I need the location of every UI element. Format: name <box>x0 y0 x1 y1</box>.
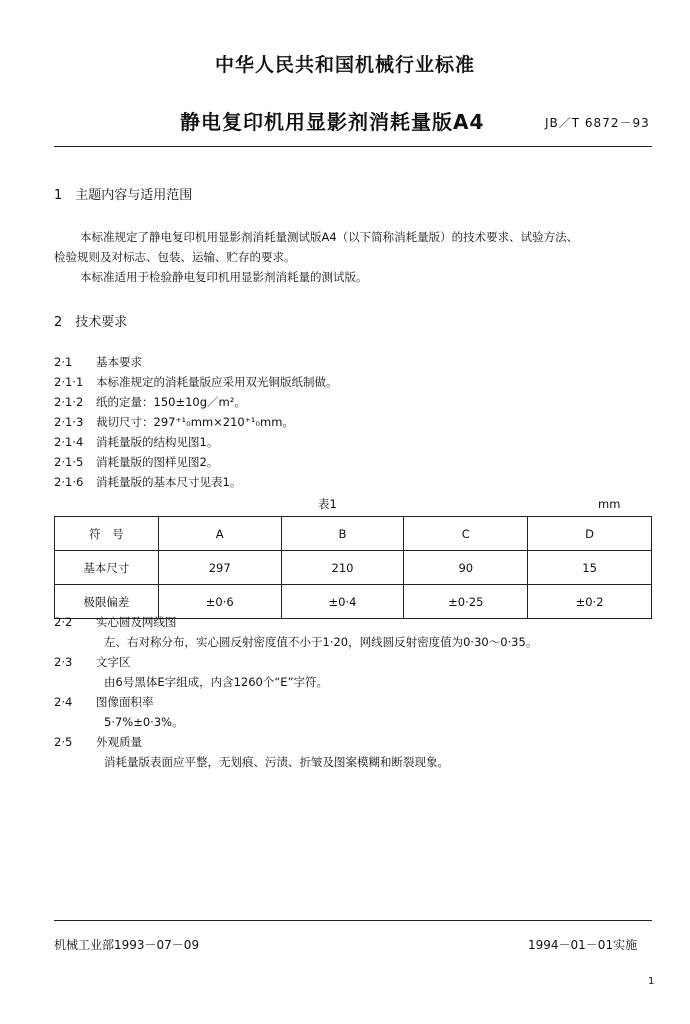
list-item-body: 5·7%±0·3%。 <box>104 715 184 729</box>
table-cell: 297 <box>158 551 281 585</box>
document-title: 静电复印机用显影剂消耗量版A4 <box>180 110 485 134</box>
list-item: 2·2 实心圆及网线图 <box>54 615 177 629</box>
table-row <box>55 551 652 585</box>
list-item: 2·1·4 消耗量版的结构见图1。 <box>54 435 219 449</box>
footer-rule <box>54 920 652 921</box>
table-cell: ±0·2 <box>528 585 652 619</box>
table-cell: 210 <box>281 551 404 585</box>
table-cell: A <box>158 517 281 551</box>
table-caption: 表1 <box>318 497 337 511</box>
issued-date: 机械工业部1993－07－09 <box>54 938 200 952</box>
list-item-body: 消耗量版表面应平整，无划痕、污渍、折皱及图案模糊和断裂现象。 <box>104 755 449 769</box>
table-cell: D <box>528 517 652 551</box>
list-item-body: 由6号黑体E字组成，内含1260个“E”字符。 <box>104 675 329 689</box>
table-cell: 90 <box>404 551 528 585</box>
list-item-body: 左、右对称分布，实心圆反射密度值不小于1·20，网线圆反射密度值为0·30～0·35。 <box>104 635 538 649</box>
section-1-heading: 1 主题内容与适用范围 <box>54 188 193 203</box>
list-item: 2·1·3 裁切尺寸：297⁺¹₀mm×210⁺¹₀mm。 <box>54 415 294 429</box>
table-cell: 符 号 <box>55 517 159 551</box>
table-unit: mm <box>598 497 621 511</box>
list-item: 2·1·6 消耗量版的基本尺寸见表1。 <box>54 475 242 489</box>
table-cell: ±0·4 <box>281 585 404 619</box>
table-cell: B <box>281 517 404 551</box>
requirements-list-2 <box>54 612 537 772</box>
section-1-para-1-line-1: 本标准规定了静电复印机用显影剂消耗量测试版A4（以下简称消耗量版）的技术要求、试验方法、 <box>80 230 579 244</box>
table-cell: C <box>404 517 528 551</box>
section-1-para-1-line-2: 检验规则及对标志、包装、运输、贮存的要求。 <box>54 250 296 264</box>
list-item: 2·1·5 消耗量版的图样见图2。 <box>54 455 219 469</box>
standard-code: JB／T 6872－93 <box>545 116 650 130</box>
list-item: 2·3 文字区 <box>54 655 131 669</box>
requirements-list <box>54 352 338 492</box>
table-cell: ±0·25 <box>404 585 528 619</box>
section-1-para-2: 本标准适用于检验静电复印机用显影剂消耗量的测试版。 <box>80 270 368 284</box>
list-item: 2·1·1 本标准规定的消耗量版应采用双光铜版纸制做。 <box>54 375 338 389</box>
table-cell: 基本尺寸 <box>55 551 159 585</box>
effective-date: 1994－01－01实施 <box>528 938 638 952</box>
section-2-heading: 2 技术要求 <box>54 315 128 330</box>
table-cell: ±0·6 <box>158 585 281 619</box>
list-item: 2·1·2 纸的定量：150±10g／m²。 <box>54 395 246 409</box>
table-row <box>55 517 652 551</box>
header-rule <box>54 146 652 147</box>
dimensions-table <box>54 516 652 619</box>
page-number: 1 <box>648 976 655 987</box>
table-cell: 极限偏差 <box>55 585 159 619</box>
list-item: 2·5 外观质量 <box>54 735 142 749</box>
list-item: 2·4 图像面积率 <box>54 695 154 709</box>
list-item: 2·1 基本要求 <box>54 355 142 369</box>
table-cell: 15 <box>528 551 652 585</box>
document-organization: 中华人民共和国机械行业标准 <box>214 54 475 76</box>
